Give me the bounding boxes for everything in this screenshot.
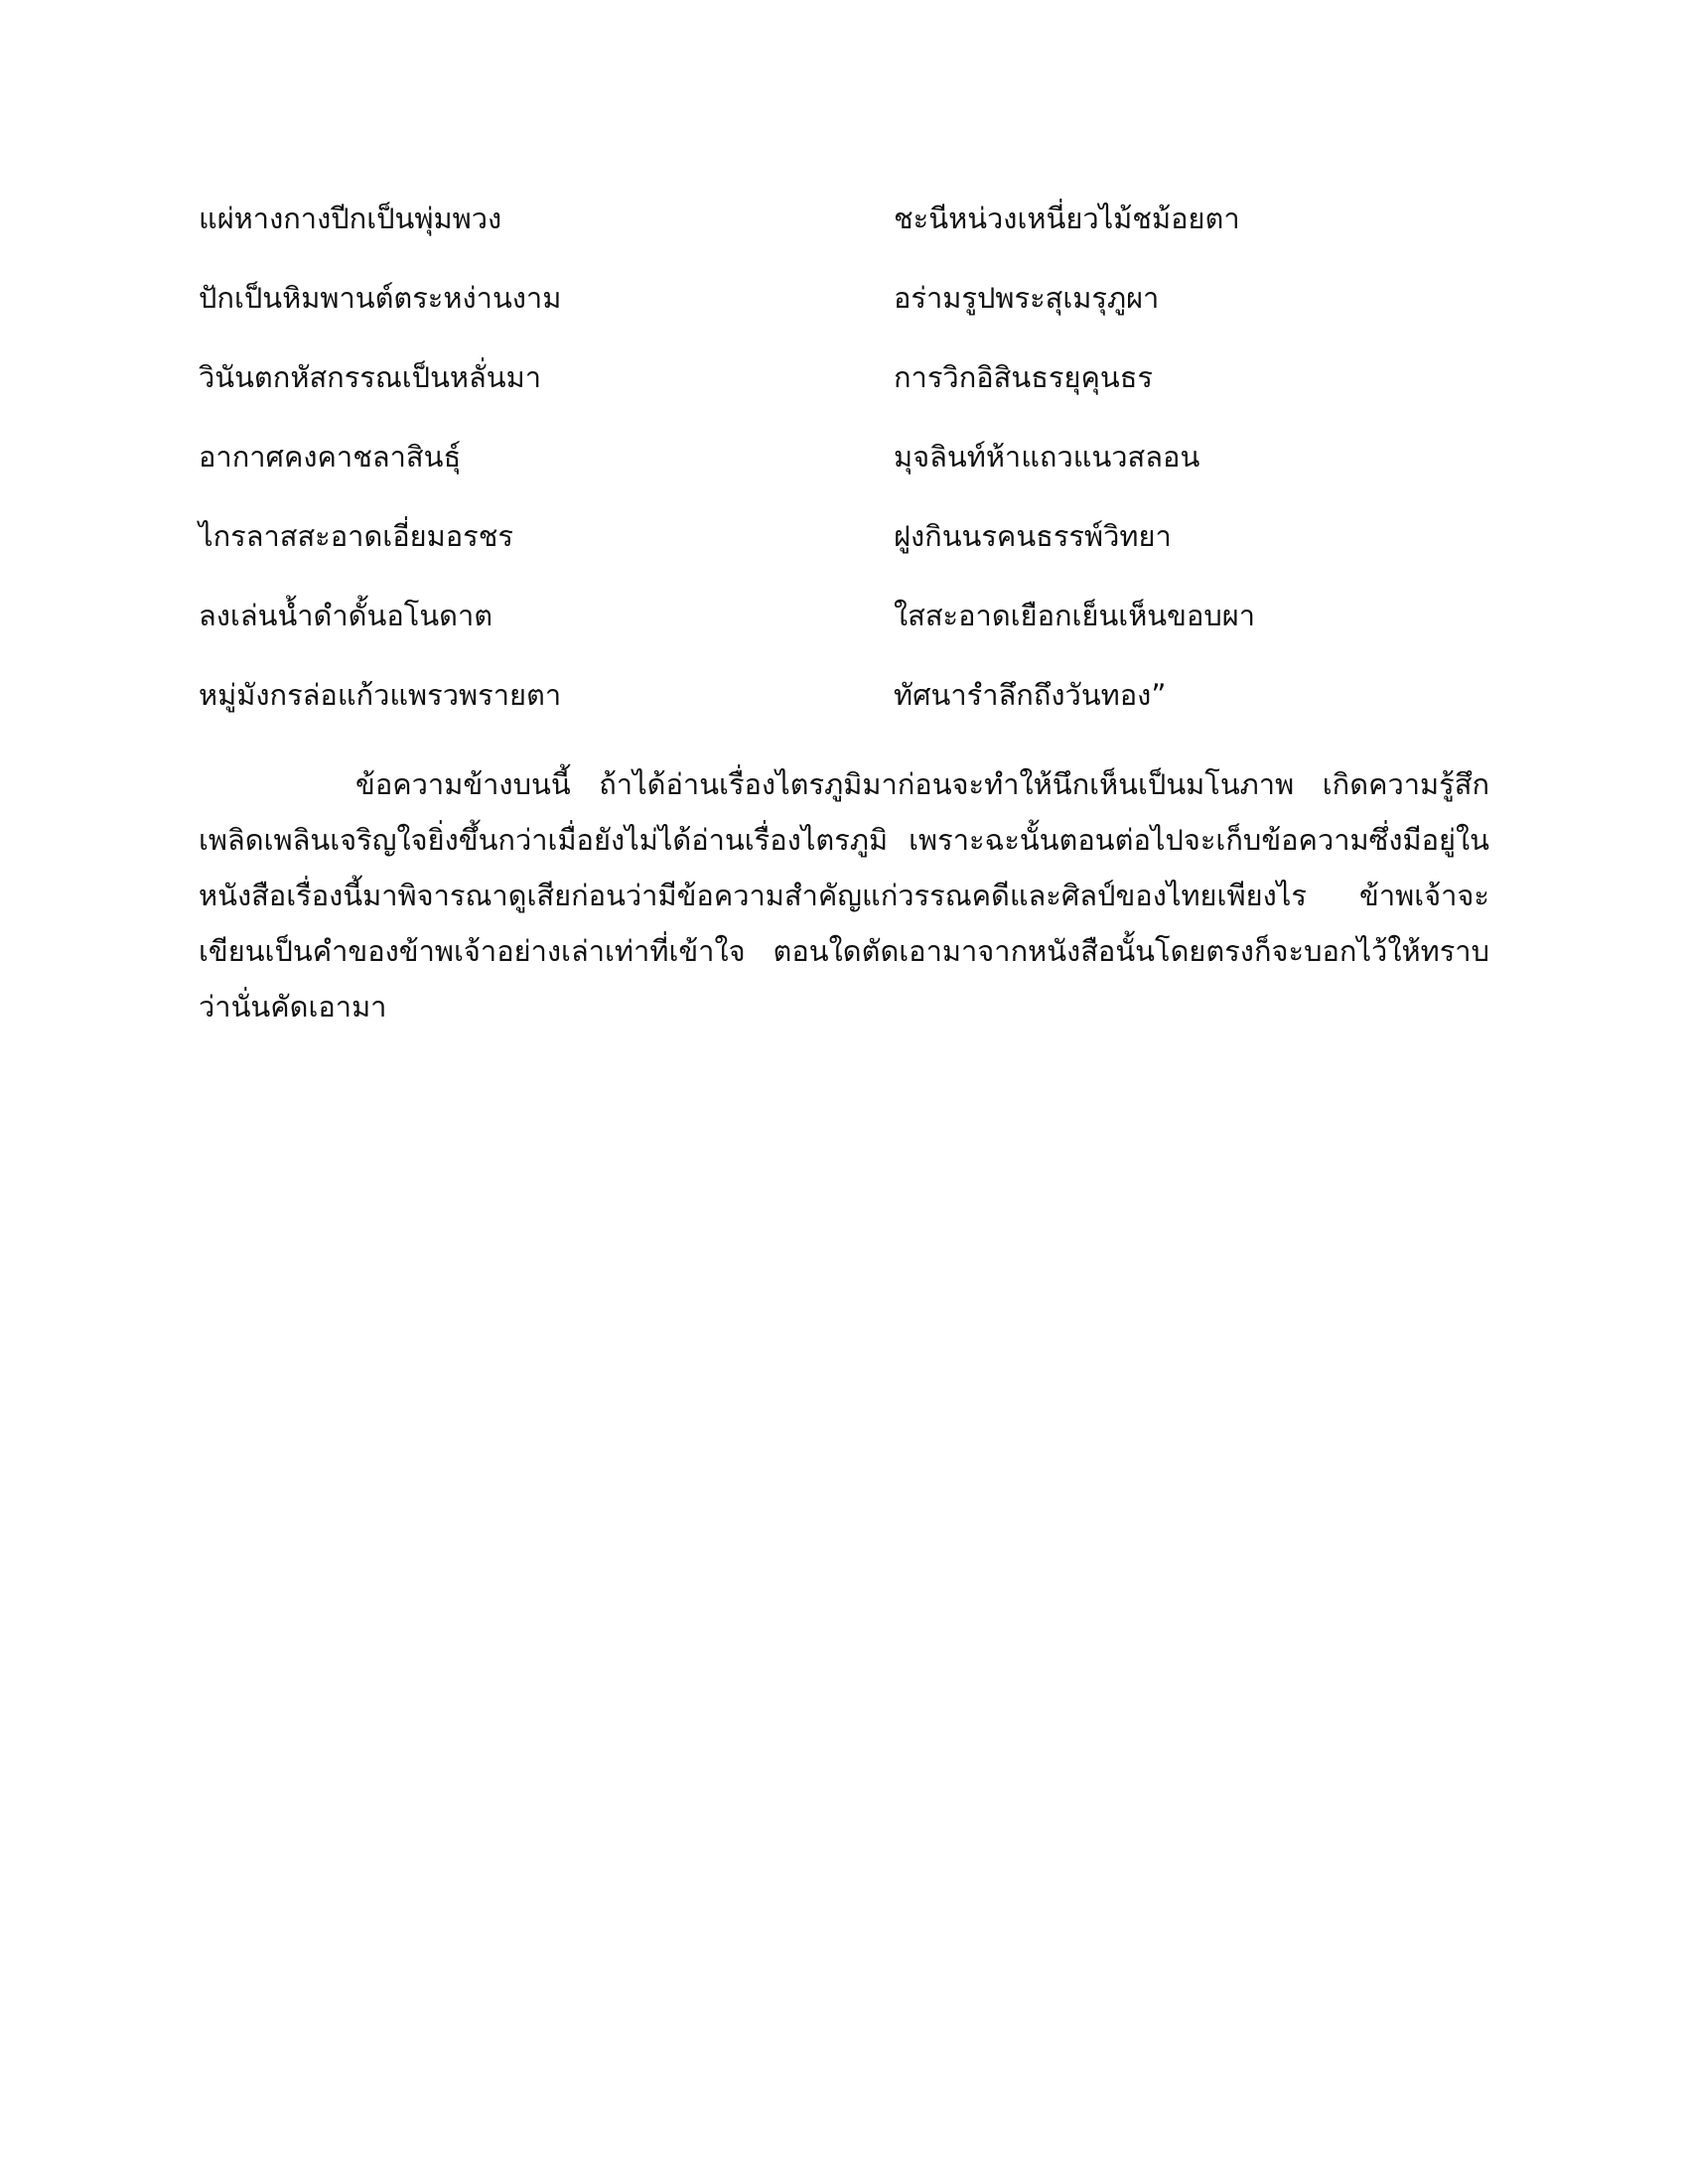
verse-line-left: ปักเป็นหิมพานต์ตระหง่านงาม	[199, 281, 562, 315]
verse-line-right: ฝูงกินนรคนธรรพ์วิทยา	[894, 519, 1172, 553]
verse-line-left: ไกรลาสสะอาดเอี่ยมอรชร	[199, 519, 513, 553]
verse-line-left: อากาศคงคาชลาสินธุ์	[199, 440, 462, 474]
verse-line-right: ใสสะอาดเยือกเย็นเห็นขอบผา	[894, 599, 1256, 632]
verse-row	[199, 278, 1489, 357]
verse-row	[199, 357, 1489, 437]
verse-row	[199, 596, 1489, 675]
verse-line-right: อร่ามรูปพระสุเมรุภูผา	[894, 281, 1160, 315]
verse-line-right: การวิกอิสินธรยุคุนธร	[894, 360, 1153, 394]
verse-line-left: วินันตกหัสกรรณเป็นหลั่นมา	[199, 360, 542, 394]
verse-row	[199, 516, 1489, 596]
verse-line-left: หมู่มังกรล่อแก้วแพรวพรายตา	[199, 678, 562, 712]
poem-verse	[199, 199, 1489, 754]
verse-row	[199, 437, 1489, 516]
verse-line-left: แผ่หางกางปีกเป็นพุ่มพวง	[199, 202, 502, 235]
verse-row	[199, 675, 1489, 754]
verse-row	[199, 199, 1489, 278]
verse-line-left: ลงเล่นน้ำดำดั้นอโนดาต	[199, 599, 493, 632]
body-paragraph: ข้อความข้างบนนี้ ถ้าได้อ่านเรื่องไตรภูมิมาก่อนจะทำให้นึกเห็นเป็นมโนภาพ เกิดความรู้สึกเพลิดเพลินเจริญใจยิ่งขึ้นกว่าเมื่อยังไม่ได้อ่านเรื่องไตรภูมิ เพราะฉะนั้นตอนต่อไปจะเก็บข้อความซึ่งมีอยู่ในหนังสือเรื่องนี้มาพิจารณาดูเสียก่อนว่ามีข้อความสำคัญแก่วรรณคดีและศิลป์ของไทยเพียงไร ข้าพเจ้าจะเขียนเป็นคำของข้าพเจ้าอย่างเล่าเท่าที่เข้าใจ ตอนใดตัดเอามาจากหนังสือนั้นโดยตรงก็จะบอกไว้ให้ทราบว่านั่นคัดเอามา	[199, 767, 1489, 1024]
verse-line-right: ทัศนารำลึกถึงวันทอง”	[894, 678, 1167, 712]
verse-line-right: มุจลินท์ห้าแถวแนวสลอน	[894, 440, 1200, 474]
verse-line-right: ชะนีหน่วงเหนี่ยวไม้ชม้อยตา	[894, 202, 1240, 235]
